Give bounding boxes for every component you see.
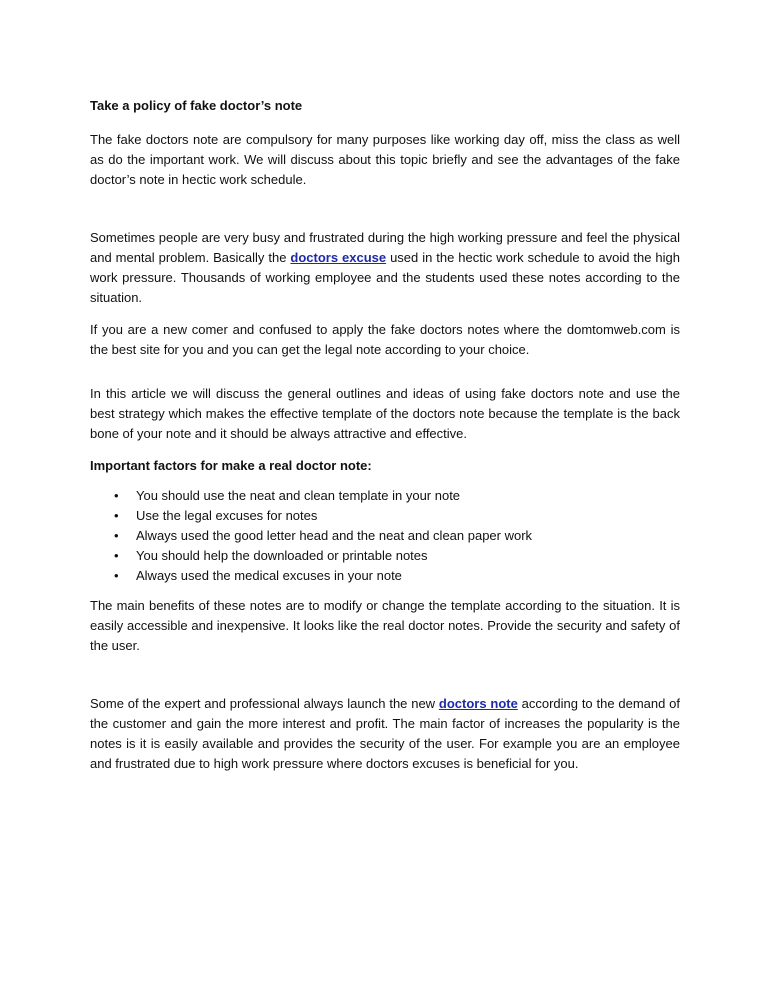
list-item-text: You should use the neat and clean template in your note <box>136 488 461 503</box>
list-item-text: Always used the good letter head and the neat and clean paper work <box>136 528 533 543</box>
paragraph-4: In this article we will discuss the general outlines and ideas of using fake doctors note and use the best strategy which makes the effective template of the doctors note because the template is the back bone of your note and it should be always attractive and effective. <box>90 386 680 441</box>
list-item <box>114 566 680 586</box>
doctors-excuse-link[interactable]: doctors excuse <box>290 250 387 265</box>
bullet-icon: • <box>114 488 119 503</box>
paragraph-6-text-after-link: according to the demand of the customer and gain the more interest and profit. The main factor of increases the popularity is the notes is it is easily available and provides the security of the user. For example you are an employee and frustrated due to high work pressure where doctors excuses is beneficial for you. <box>90 696 680 771</box>
important-factors-list <box>90 486 680 586</box>
document-title: Take a policy of fake doctor’s note <box>90 98 303 113</box>
bullet-icon: • <box>114 528 119 543</box>
paragraph-1: The fake doctors note are compulsory for many purposes like working day off, miss the class as well as do the important work. We will discuss about this topic briefly and see the advantages of the fake doctor’s note in hectic work schedule. <box>90 132 680 187</box>
paragraph-6 <box>90 694 680 774</box>
list-item-text: You should help the downloaded or printable notes <box>136 548 428 563</box>
important-factors-heading: Important factors for make a real doctor note: <box>90 458 372 473</box>
paragraph-2 <box>90 228 680 308</box>
paragraph-3: If you are a new comer and confused to apply the fake doctors notes where the domtomweb.com is the best site for you and you can get the legal note according to your choice. <box>90 322 680 357</box>
bullet-icon: • <box>114 568 119 583</box>
list-item <box>114 486 680 506</box>
doctors-note-link[interactable]: doctors note <box>438 696 518 711</box>
bullet-icon: • <box>114 508 119 523</box>
list-item <box>114 526 680 546</box>
paragraph-6-text-before-link: Some of the expert and professional always launch the new <box>90 696 439 711</box>
bullet-icon: • <box>114 548 119 563</box>
list-item <box>114 506 680 526</box>
list-item <box>114 546 680 566</box>
paragraph-2-text-after-link: used in the hectic work schedule to avoid the high work pressure. Thousands of working employee and the students used these notes according to the situation. <box>90 250 681 305</box>
paragraph-2-text-before-link: Sometimes people are very busy and frustrated during the high working pressure and feel the physical and mental problem. Basically the <box>90 230 680 265</box>
list-item-text: Always used the medical excuses in your note <box>136 568 402 583</box>
paragraph-5: The main benefits of these notes are to modify or change the template according to the situation. It is easily accessible and inexpensive. It looks like the real doctor notes. Provide the security and safety of the user. <box>90 598 680 653</box>
list-item-text: Use the legal excuses for notes <box>136 508 318 523</box>
